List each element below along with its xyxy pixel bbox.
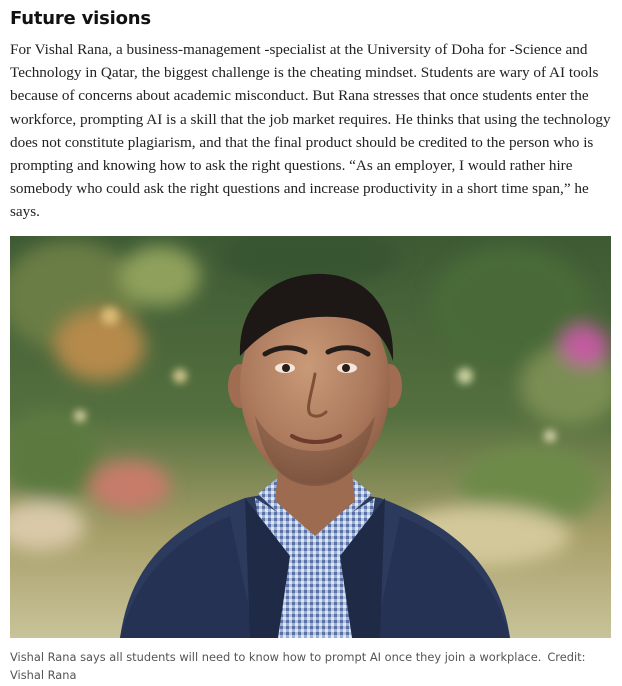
credit-name: Vishal Rana: [10, 668, 77, 682]
article-paragraph: For Vishal Rana, a business-management -specialist at the University of Doha for -Science and Technology in Qatar, the biggest challenge is the cheating mindset. Students are wary of AI tools because of concerns about academic misconduct. But Rana stresses that once students enter the workforce, prompting AI is a skill that the job market requires. He thinks that using the technology does not constitute plagiarism, and that the final product should be credited to the person who is prompting and knowing how to ask the right questions. “As an employer, I would rather hire somebody who could ask the right questions and increase productivity in a short time span,” he says.: [10, 41, 611, 221]
caption-text: Vishal Rana says all students will need to know how to prompt AI once they join a workplace.: [10, 650, 542, 664]
photo-caption: [10, 648, 610, 684]
credit-label: Credit:: [547, 650, 586, 664]
section-heading: Future visions: [10, 8, 151, 29]
portrait-photo: [10, 236, 611, 638]
portrait-photo-illustration: [10, 236, 611, 638]
